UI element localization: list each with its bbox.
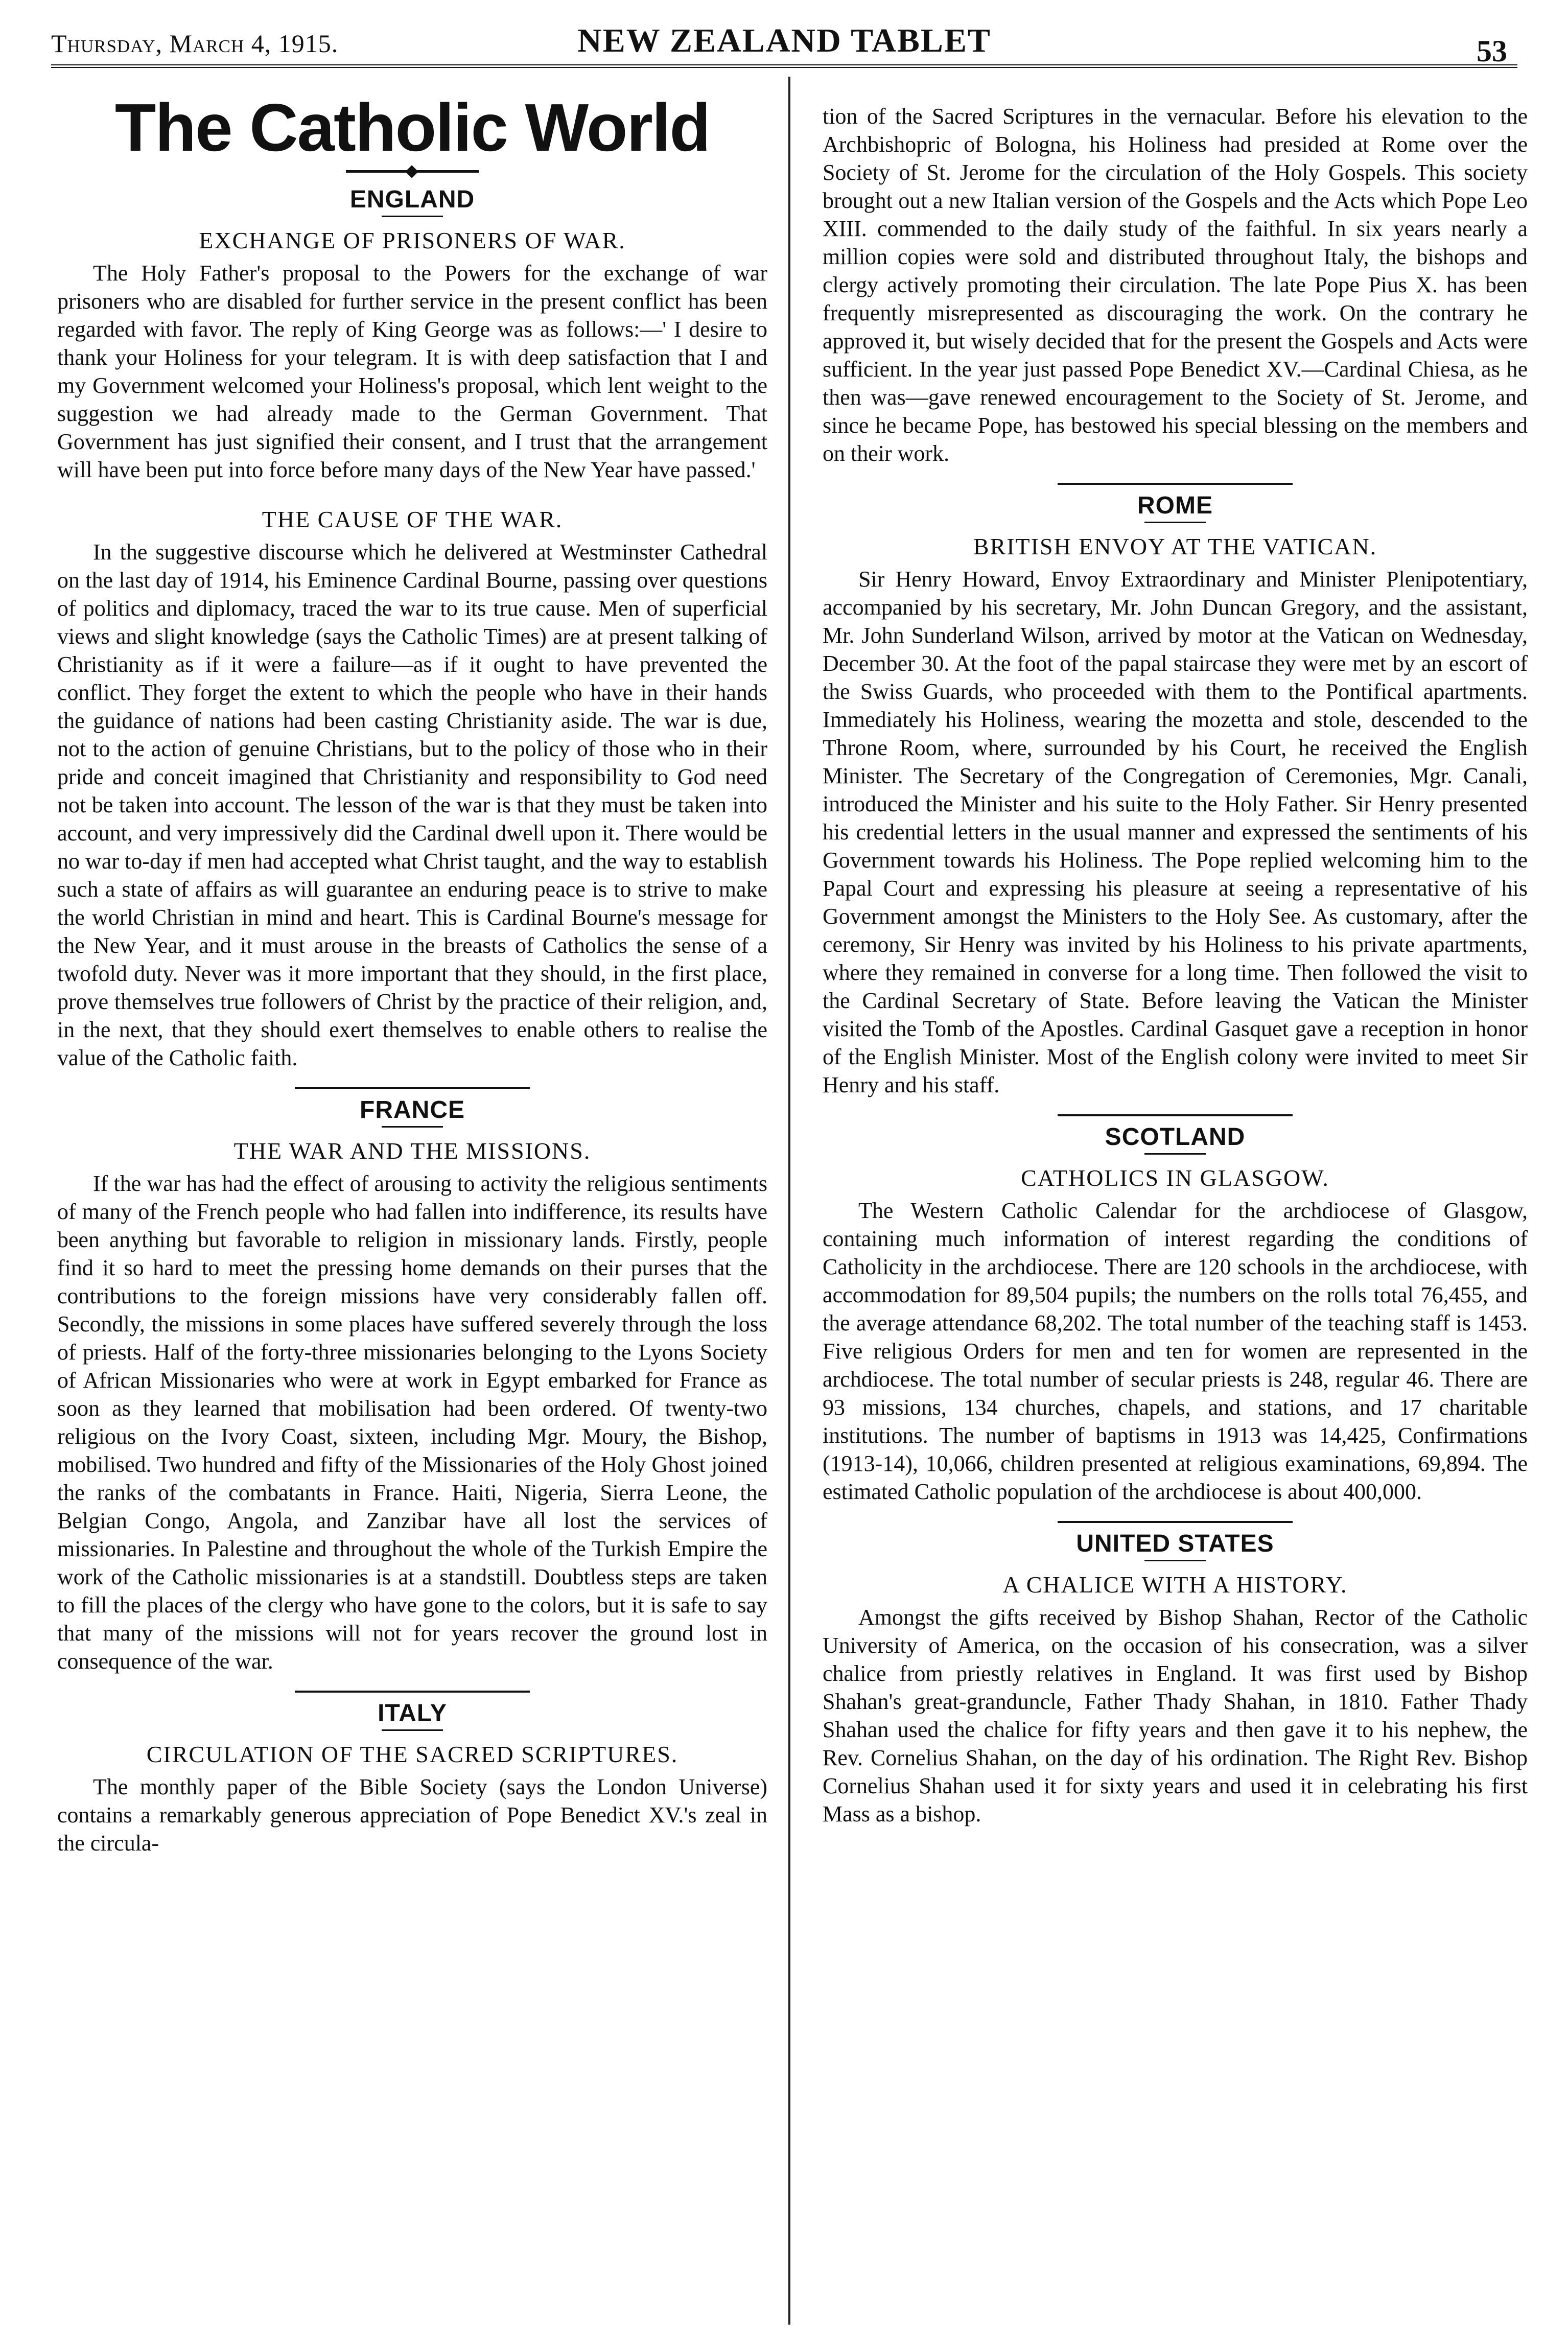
article-heading: THE WAR AND THE MISSIONS. [233, 1138, 591, 1164]
section-underline [1144, 1153, 1206, 1155]
section-rule [1058, 1114, 1293, 1116]
section-england: ENGLAND [349, 186, 475, 213]
title-ornament [346, 170, 479, 173]
article-body: The Holy Father's proposal to the Powers for the exchange of war prisoners who are disabled for further service in the present conflict has been regarded with favor. The reply of King George was as follows:—' I desire to thank your Holiness for your telegram. It is with deep satisfaction that I and my Government welcomed your Holiness's proposal, which lent weight to the suggestion we had already made to the German Government. That Government has just signified their consent, and I trust that the arrangement will have been put into force before many days of the New Year have passed.' [57, 261, 767, 482]
article-body: Sir Henry Howard, Envoy Extraordinary and Minister Plenipotentiary, accompanied by his secretary, Mr. John Duncan Gregory, and the assistant, Mr. John Sunderland Wilson, arrived by motor at the Vatican on Wednesday, December 30. At the foot of the papal staircase they were met by an escort of the Swiss Guards, who proceeded with them to the Pontifical apartments. Immediately his Holiness, wearing the mozetta and stole, descended to the Throne Room, where, surrounded by his Court, he received the English Minister. The Secretary of the Congregation of Ceremonies, Mgr. Canali, introduced the Minister and his suite to the Holy Father. Sir Henry presented his credential letters in the usual manner and expressed the sentiments of his Government towards his Holiness. The Pope replied welcoming him to the Papal Court and expressing his pleasure at seeing a representative of his Government amongst the Ministers to the Holy See. As customary, after the ceremony, Sir Henry was invited by his Holiness to his private apartments, where they remained in converse for a long time. Then followed the visit to the Cardinal Secretary of State. Before leaving the Vatican the Minister visited the Tomb of the Apostles. Cardinal Gasquet gave a reception in honor of the English Minister. Most of the English colony were invited to meet Sir Henry and his staff. [823, 567, 1528, 1097]
section-rule [1058, 483, 1293, 485]
section-france: FRANCE [360, 1096, 465, 1123]
article-heading: A CHALICE WITH A HISTORY. [1002, 1572, 1348, 1598]
section-underline [1144, 1560, 1206, 1561]
article-body: If the war has had the effect of arousing to activity the religious sentiments of many of the French people who had fallen into indifference, its results have been anything but favorable to religion in missionary lands. Firstly, people find it so hard to meet the pressing home demands on their purses that the contributions to the foreign missions have very considerably fallen off. Secondly, the missions in some places have suffered severely through the loss of priests. Half of the forty-three missionaries belonging to the Lyons Society of African Missionaries who were at work in Egypt embarked for France as soon as they learned that mobilisation had been ordered. Of twenty-two religious on the Ivory Coast, sixteen, including Mgr. Moury, the Bishop, mobilised. Two hundred and fifty of the Missionaries of the Holy Ghost joined the ranks of the combatants in France. Haiti, Nigeria, Sierra Leone, the Belgian Congo, Angola, and Zanzibar have all lost the services of missionaries. In Palestine and throughout the whole of the Turkish Empire the work of the Catholic missionaries is at a standstill. Doubtless steps are taken to fill the places of the clergy who have gone to the colors, but it is safe to say that many of the missions will not for years recover the ground lost in consequence of the war. [57, 1171, 767, 1674]
left-column [57, 89, 767, 1857]
article-heading: CIRCULATION OF THE SACRED SCRIPTURES. [146, 1741, 678, 1767]
section-united-states: UNITED STATES [1076, 1530, 1274, 1557]
newspaper-title: NEW ZEALAND TABLET [577, 22, 991, 59]
article-body: The Western Catholic Calendar for the archdiocese of Glasgow, containing much information of interest regarding the conditions of Catholicity in the archdiocese. There are 120 schools in the archdiocese, with accommodation for 89,504 pupils; the numbers on the rolls total 76,455, and the average attendance 68,202. The total number of the teaching staff is 1453. Five religious Orders for men and ten for women are represented in the archdiocese. The total number of secular priests is 248, regular 46. There are 93 missions, 134 churches, chapels, and stations, and 17 charitable institutions. The number of baptisms in 1913 was 14,425, Confirmations (1913-14), 10,066, children presented at religious examinations, 69,894. The estimated Catholic population of the archdiocese is about 400,000. [823, 1198, 1528, 1504]
article-heading: BRITISH ENVOY AT THE VATICAN. [973, 533, 1377, 559]
article-body: The monthly paper of the Bible Society (says the London Universe) contains a remarkably generous appreciation of Pope Benedict XV.'s zeal in the circula- [57, 1774, 767, 1856]
section-rome: ROME [1137, 492, 1213, 519]
section-rule [295, 1691, 530, 1693]
page-number: 53 [1477, 34, 1507, 68]
column-divider [788, 77, 790, 2325]
article-body-continued: tion of the Sacred Scriptures in the vernacular. Before his elevation to the Archbishopric of Bologna, his Holiness had presided at Rome over the Society of St. Jerome for the circulation of the Holy Gospels. This society brought out a new Italian version of the Gospels and the Acts which Pope Leo XIII. commended to the daily study of the faithful. In six years nearly a million copies were sold and distributed throughout Italy, the bishops and clergy actively promoting their circulation. The late Pope Pius X. has been frequently misrepresented as discouraging the work. On the contrary he approved it, but wisely decided that for the present the Gospels and Acts were sufficient. In the year just passed Pope Benedict XV.—Cardinal Chiesa, as he then was—gave renewed encouragement to the Society of St. Jerome, and since he became Pope, has bestowed his special blessing on the members and on their work. [823, 104, 1528, 466]
article-heading: EXCHANGE OF PRISONERS OF WAR. [199, 227, 626, 253]
section-underline [382, 216, 443, 217]
page-title: The Catholic World [114, 90, 710, 165]
article-body: Amongst the gifts received by Bishop Shahan, Rector of the Catholic University of America, on the occasion of his consecration, was a silver chalice from priestly relatives in England. It was first used by Bishop Shahan's great-granduncle, Father Thady Shahan, in 1810. Father Thady Shahan used the chalice for fifty years and then gave it to his nephew, the Rev. Cornelius Shahan, on the day of his ordination. The Right Rev. Bishop Cornelius Shahan used it for sixty years and used it in celebrating his first Mass as a bishop. [823, 1605, 1528, 1826]
page-header [51, 19, 1517, 68]
article-heading: THE CAUSE OF THE WAR. [262, 506, 563, 532]
section-italy: ITALY [378, 1700, 447, 1727]
issue-date: Thursday, March 4, 1915. [51, 29, 339, 58]
article-heading: CATHOLICS IN GLASGOW. [1021, 1165, 1329, 1191]
section-scotland: SCOTLAND [1105, 1123, 1246, 1151]
article-body: In the suggestive discourse which he delivered at Westminster Cathedral on the last day of 1914, his Eminence Cardinal Bourne, passing over questions of politics and diplomacy, traced the war to its true cause. Men of superficial views and slight knowledge (says the Catholic Times) are at present talking of Christianity as if it were a failure—as if it ought to have prevented the conflict. They forget the extent to which the people who have in their hands the guidance of nations had been casting Christianity aside. The war is due, not to the action of genuine Christians, but to the policy of those who in their pride and conceit imagined that Christianity and responsibility to God need not be taken into account. The lesson of the war is that they must be taken into account, and very impressively did the Cardinal dwell upon it. There would be no war to-day if men had accepted what Christ taught, and the way to establish such a state of affairs as will guarantee an enduring peace is to strive to make the world Christian in mind and heart. This is Cardinal Bourne's message for the New Year, and it must arouse in the breasts of Catholics the sense of a twofold duty. Never was it more important that they should, in the first place, prove themselves true followers of Christ by the practice of their religion, and, in the next, that they should exert themselves to enable others to realise the value of the Catholic faith. [57, 540, 767, 1070]
section-underline [382, 1126, 443, 1128]
right-column [823, 102, 1528, 1828]
section-rule [295, 1087, 530, 1089]
section-rule [1058, 1521, 1293, 1523]
section-underline [382, 1729, 443, 1731]
section-underline [1144, 522, 1206, 523]
